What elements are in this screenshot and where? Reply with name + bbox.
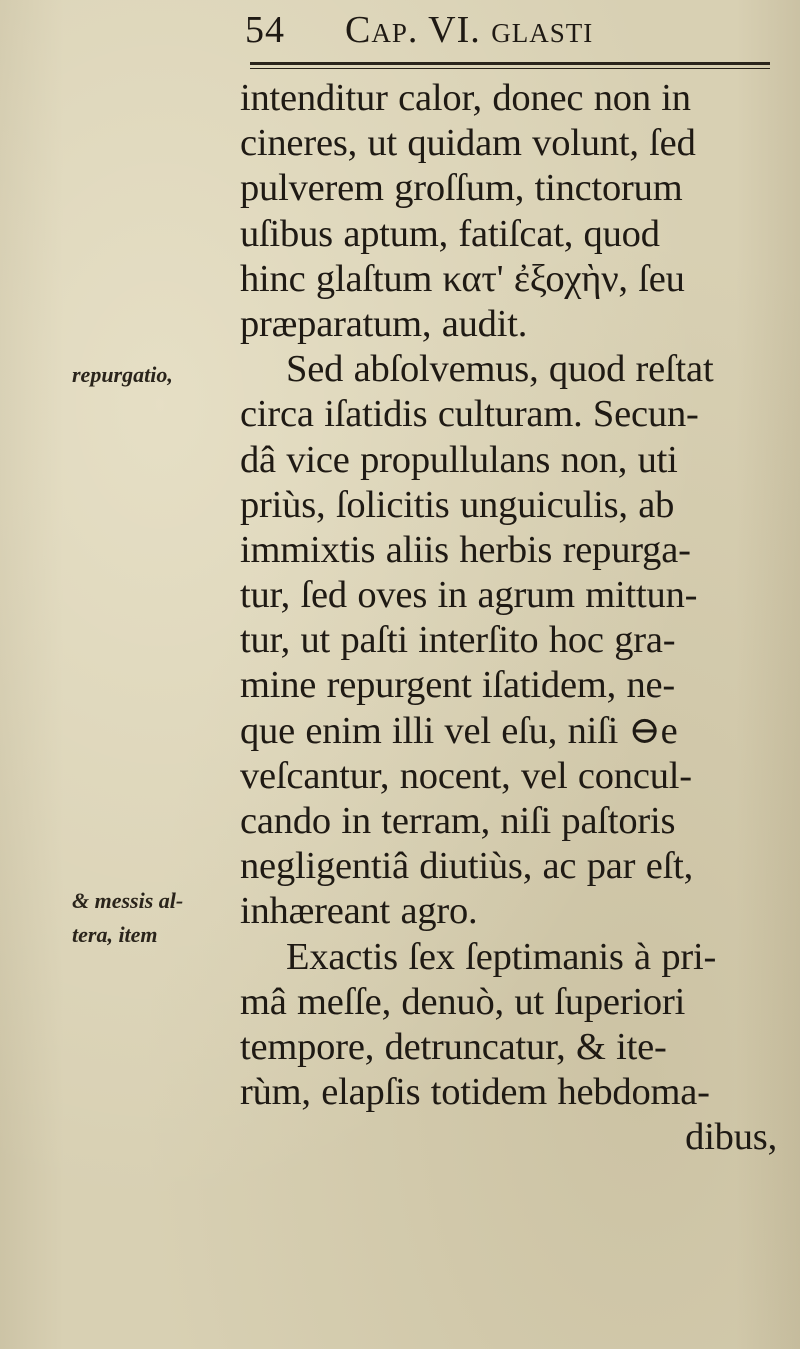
text-line: priùs, ſolicitis unguiculis, ab: [240, 483, 675, 526]
text-line: mine repurgent iſatidem, ne-: [240, 664, 676, 707]
page-number: 54: [245, 9, 285, 51]
catchword: dibus,: [685, 1116, 777, 1159]
running-head: Cap. VI. glasti: [345, 9, 594, 51]
body-text: [240, 76, 785, 1161]
text-line: mâ meſſe, denuò, ut ſuperiori: [240, 980, 686, 1023]
page-header: [245, 8, 765, 56]
text-line: præparatum, audit.: [240, 302, 528, 345]
text-line: tur, ut paſti interſito hoc gra-: [240, 619, 676, 662]
text-line: cineres, ut quidam volunt, ſed: [240, 122, 696, 165]
text-line: veſcantur, nocent, vel concul-: [240, 754, 692, 797]
margin-note-messis: & messis al-: [72, 888, 184, 913]
text-line: uſibus aptum, fatiſcat, quod: [240, 212, 660, 255]
text-line: que enim illi vel eſu, niſi ⊖e: [240, 709, 678, 752]
text-line: intenditur calor, donec non in: [240, 77, 691, 119]
text-line: circa iſatidis culturam. Secun-: [240, 393, 699, 436]
text-line: negligentiâ diutiùs, ac par eſt,: [240, 845, 694, 888]
margin-note-repurgatio: repurgatio,: [72, 362, 173, 387]
header-rule: [250, 62, 770, 69]
text-line: pulverem groſſum, tinctorum: [240, 167, 683, 210]
text-line: cando in terram, niſi paſtoris: [240, 800, 676, 842]
text-line: tempore, detruncatur, & ite-: [240, 1025, 667, 1068]
text-line: tur, ſed oves in agrum mittun-: [240, 574, 698, 617]
margin-note-altera: tera, item: [72, 922, 158, 947]
text-line: hinc glaſtum κατ' ἐξοχὴν, ſeu: [240, 257, 685, 300]
text-line: Sed abſolvemus, quod reſtat: [286, 348, 714, 391]
text-line: immixtis aliis herbis repurga-: [240, 528, 691, 571]
text-line: dâ vice propullulans non, uti: [240, 438, 678, 481]
text-line: Exactis ſex ſeptimanis à pri-: [286, 935, 717, 978]
text-line: rùm, elapſis totidem hebdoma-: [240, 1071, 710, 1114]
text-line: inhæreant agro.: [240, 890, 478, 933]
